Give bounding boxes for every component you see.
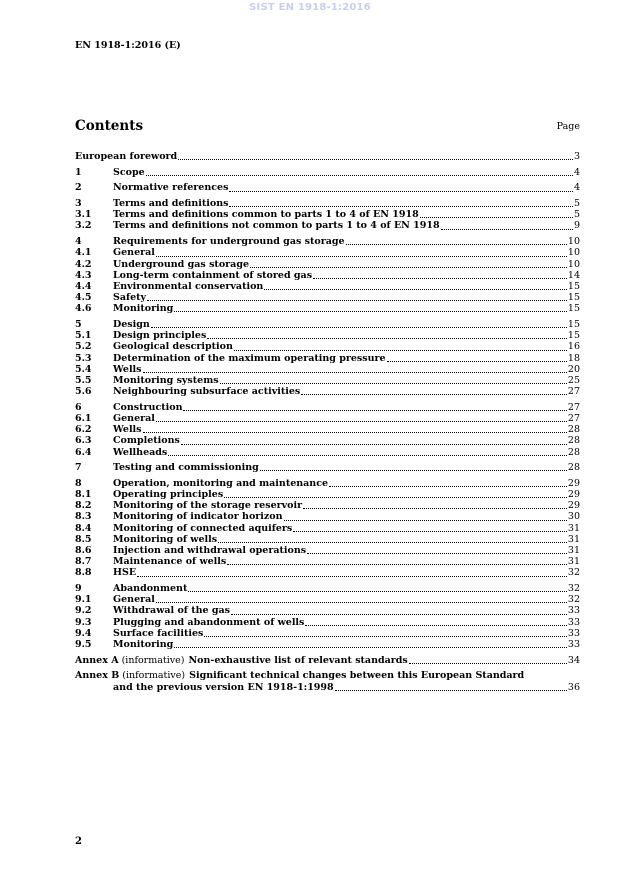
table-of-contents — [75, 151, 580, 693]
dot-leader — [346, 244, 567, 245]
toc-entry-page: 4 — [573, 182, 580, 194]
toc-entry[interactable] — [75, 151, 580, 162]
contents-heading: Contents — [75, 118, 144, 134]
annex-informative-tag: (informative) — [121, 654, 185, 666]
toc-entry[interactable] — [75, 583, 580, 594]
toc-entry-page: 33 — [567, 627, 580, 639]
toc-entry-number: 5.1 — [75, 330, 92, 342]
toc-entry-number: 5.2 — [75, 341, 92, 353]
dot-leader — [250, 267, 567, 268]
toc-entry-number: 9.1 — [75, 594, 92, 606]
toc-entry[interactable] — [75, 220, 580, 231]
toc-entry-number: 9.5 — [75, 639, 92, 650]
toc-entry-number: 4.6 — [75, 303, 92, 315]
toc-entry[interactable] — [75, 303, 580, 314]
toc-entry-page: 15 — [567, 303, 580, 315]
dot-leader — [307, 553, 567, 554]
toc-entry-title: Monitoring of wells — [113, 533, 218, 545]
toc-entry-number: 3 — [75, 198, 82, 210]
dot-leader — [156, 256, 567, 257]
toc-entry-title: Wellheads — [113, 446, 168, 458]
dot-leader — [313, 278, 567, 279]
toc-entry-title: European foreword — [75, 151, 178, 162]
toc-entry-title: Monitoring of connected aquifers — [113, 522, 293, 534]
toc-entry-number: 6.1 — [75, 412, 92, 424]
toc-entry-number: 5.6 — [75, 386, 92, 398]
toc-entry-title: Operating principles — [113, 489, 224, 501]
dot-leader — [229, 206, 573, 207]
toc-entry[interactable] — [75, 534, 580, 545]
toc-entry-number: 8.7 — [75, 556, 92, 568]
dot-leader — [231, 614, 567, 615]
dot-leader — [409, 663, 567, 664]
toc-entry-number: 6.3 — [75, 435, 92, 447]
toc-entry-title: Monitoring of the storage reservoir — [113, 500, 303, 512]
toc-entry[interactable] — [75, 247, 580, 258]
toc-entry-title: Normative references — [113, 182, 229, 194]
toc-entry-title: General — [113, 247, 155, 259]
dot-leader — [234, 350, 567, 351]
toc-entry[interactable] — [75, 330, 580, 341]
toc-entry-page: 33 — [567, 605, 580, 617]
page-column-label: Page — [556, 121, 580, 132]
toc-entry-number: 4.1 — [75, 247, 92, 259]
toc-entry-number: 9.3 — [75, 616, 92, 628]
toc-entry-page: 16 — [567, 341, 580, 353]
toc-entry-number: 6.2 — [75, 424, 92, 436]
dot-leader — [260, 470, 567, 471]
toc-entry-title: General — [113, 412, 155, 424]
toc-entry-number: 9.4 — [75, 627, 92, 639]
toc-entry[interactable] — [75, 511, 580, 522]
toc-entry-title: Design principles — [113, 330, 207, 342]
toc-entry-page: 32 — [567, 567, 580, 579]
toc-entry[interactable] — [75, 167, 580, 178]
toc-entry[interactable] — [75, 424, 580, 435]
toc-entry-title: Underground gas storage — [113, 258, 250, 270]
document-id: EN 1918-1:2016 (E) — [75, 40, 181, 51]
toc-entry-page: 28 — [567, 435, 580, 447]
toc-entry[interactable] — [75, 447, 580, 458]
toc-entry-title: Geological description — [113, 341, 233, 353]
toc-entry-title: Environmental conservation — [113, 280, 264, 292]
annex-page: 34 — [567, 654, 580, 666]
toc-entry-page: 32 — [567, 583, 580, 595]
toc-entry[interactable] — [75, 270, 580, 281]
dot-leader — [207, 338, 567, 339]
toc-entry-title: Monitoring — [113, 303, 174, 315]
toc-entry[interactable] — [75, 462, 580, 473]
dot-leader — [178, 159, 573, 160]
dot-leader — [151, 327, 567, 328]
toc-entry[interactable] — [75, 182, 580, 193]
toc-entry[interactable] — [75, 292, 580, 303]
dot-leader — [335, 690, 567, 691]
dot-leader — [204, 636, 567, 637]
toc-entry-title: Scope — [113, 166, 145, 178]
toc-entry-page: 10 — [567, 236, 580, 248]
toc-entry-number: 5 — [75, 318, 82, 330]
toc-entry[interactable] — [75, 435, 580, 446]
toc-entry-page: 27 — [567, 386, 580, 398]
toc-entry[interactable] — [75, 319, 580, 330]
dot-leader — [183, 410, 566, 411]
toc-entry[interactable] — [75, 402, 580, 413]
dot-leader — [143, 432, 567, 433]
toc-entry-number: 6 — [75, 401, 82, 413]
toc-entry-page: 5 — [573, 198, 580, 210]
toc-entry-number: 5.5 — [75, 374, 92, 386]
toc-entry[interactable] — [75, 198, 580, 209]
dot-leader — [224, 497, 567, 498]
toc-entry-number: 8.1 — [75, 489, 92, 501]
toc-entry-title: Operation, monitoring and maintenance — [113, 477, 329, 489]
toc-entry-page: 9 — [573, 220, 580, 232]
toc-entry[interactable] — [75, 594, 580, 605]
toc-entry-number: 4.4 — [75, 280, 92, 292]
toc-entry-title: Wells — [113, 424, 142, 436]
toc-entry-number: 6.4 — [75, 446, 92, 458]
toc-entry-page: 29 — [567, 477, 580, 489]
toc-entry-title: Wells — [113, 363, 142, 375]
dot-leader — [188, 591, 567, 592]
toc-entry-title: General — [113, 594, 155, 606]
dot-leader — [168, 455, 567, 456]
toc-entry[interactable] — [75, 617, 580, 628]
toc-entry-page: 28 — [567, 424, 580, 436]
toc-entry-title: Long-term containment of stored gas — [113, 269, 313, 281]
toc-entry-page: 33 — [567, 639, 580, 650]
dot-leader — [174, 311, 567, 312]
dot-leader — [301, 394, 567, 395]
toc-entry[interactable] — [75, 523, 580, 534]
dot-leader — [303, 508, 567, 509]
annex-page: 36 — [567, 681, 580, 693]
dot-leader — [264, 289, 567, 290]
toc-entry-title: Determination of the maximum operating pressure — [113, 352, 386, 364]
toc-entry-title: Monitoring — [113, 639, 174, 650]
toc-entry-page: 15 — [567, 280, 580, 292]
toc-entry-page: 10 — [567, 247, 580, 259]
toc-entry-title: Injection and withdrawal operations — [113, 545, 307, 556]
toc-entry-number: 8.3 — [75, 511, 92, 523]
toc-entry-title: Requirements for underground gas storage — [113, 236, 345, 248]
dot-leader — [156, 602, 567, 603]
toc-entry-page: 15 — [567, 318, 580, 330]
toc-entry[interactable] — [75, 259, 580, 270]
toc-entry-number: 3.1 — [75, 209, 92, 221]
toc-entry-page: 27 — [567, 412, 580, 424]
toc-entry[interactable] — [75, 281, 580, 292]
toc-entry-title: Construction — [113, 401, 183, 413]
toc-entry-page: 33 — [567, 616, 580, 628]
toc-entry-title: Maintenance of wells — [113, 556, 227, 568]
toc-entry[interactable] — [75, 364, 580, 375]
toc-entry[interactable] — [75, 605, 580, 616]
dot-leader — [441, 229, 573, 230]
toc-entry-page: 31 — [567, 533, 580, 545]
toc-entry-page: 31 — [567, 556, 580, 568]
toc-entry-number: 4.2 — [75, 258, 92, 270]
toc-entry-page: 15 — [567, 292, 580, 304]
dot-leader — [156, 421, 567, 422]
toc-entry-number: 8 — [75, 477, 82, 489]
dot-leader — [420, 217, 573, 218]
toc-entry-page: 32 — [567, 594, 580, 606]
toc-entry[interactable] — [75, 545, 580, 556]
toc-entry[interactable] — [75, 489, 580, 500]
dot-leader — [229, 191, 573, 192]
toc-entry-title: HSE — [113, 567, 137, 579]
toc-entry-title: Design — [113, 318, 150, 330]
toc-entry-number: 9 — [75, 583, 82, 595]
toc-entry[interactable] — [75, 478, 580, 489]
annex-title: Significant technical changes between this European Standard — [189, 670, 525, 682]
annex-title: Non-exhaustive list of relevant standards — [188, 654, 408, 666]
toc-entry-title: Terms and definitions common to parts 1 to 4 of EN 1918 — [113, 209, 419, 221]
toc-entry-page: 29 — [567, 500, 580, 512]
toc-entry-number: 8.6 — [75, 545, 92, 556]
toc-entry[interactable] — [75, 375, 580, 386]
toc-entry-title: Monitoring of indicator horizon — [113, 511, 283, 523]
toc-entry[interactable] — [75, 341, 580, 352]
toc-entry-page: 18 — [567, 352, 580, 364]
watermark: SIST EN 1918-1:2016 — [249, 2, 371, 13]
toc-entry-page: 5 — [573, 209, 580, 221]
toc-entry-number: 7 — [75, 462, 82, 474]
dot-leader — [284, 520, 567, 521]
toc-entry-page: 29 — [567, 489, 580, 501]
dot-leader — [329, 486, 567, 487]
toc-entry-page: 3 — [573, 151, 580, 162]
dot-leader — [181, 444, 567, 445]
toc-entry[interactable] — [75, 386, 580, 397]
toc-entry-number: 5.3 — [75, 352, 92, 364]
toc-entry[interactable] — [75, 209, 580, 220]
toc-entry-title: Abandonment — [113, 583, 188, 595]
dot-leader — [174, 647, 567, 648]
dot-leader — [293, 531, 567, 532]
toc-entry-number: 8.2 — [75, 500, 92, 512]
toc-entry-title: Surface facilities — [113, 627, 204, 639]
toc-entry[interactable] — [75, 628, 580, 639]
toc-annex-entry[interactable] — [75, 655, 580, 666]
dot-leader — [387, 361, 567, 362]
toc-annex-continuation — [75, 682, 580, 693]
toc-annex-entry[interactable] — [75, 670, 580, 681]
toc-entry-title: Withdrawal of the gas — [113, 605, 230, 617]
annex-label: Annex B — [75, 670, 120, 682]
toc-entry-title: Terms and definitions not common to parts 1 to 4 of EN 1918 — [113, 220, 440, 232]
toc-entry[interactable] — [75, 567, 580, 578]
toc-entry-number: 8.8 — [75, 567, 92, 579]
dot-leader — [147, 300, 567, 301]
toc-entry-page: 25 — [567, 374, 580, 386]
toc-entry-title: Safety — [113, 292, 147, 304]
dot-leader — [227, 564, 567, 565]
dot-leader — [305, 625, 567, 626]
toc-entry-page: 30 — [567, 511, 580, 523]
toc-entry-number: 8.5 — [75, 533, 92, 545]
toc-entry-title: Neighbouring subsurface activities — [113, 386, 301, 398]
annex-informative-tag: (informative) — [122, 670, 186, 682]
toc-entry-title: Testing and commissioning — [113, 462, 259, 474]
toc-entry[interactable] — [75, 556, 580, 567]
toc-entry-page: 31 — [567, 545, 580, 556]
toc-entry[interactable] — [75, 413, 580, 424]
toc-entry-number: 5.4 — [75, 363, 92, 375]
toc-entry-number: 2 — [75, 182, 82, 194]
toc-entry-number: 1 — [75, 166, 82, 178]
dot-leader — [137, 576, 567, 577]
toc-entry-page: 10 — [567, 258, 580, 270]
toc-entry-page: 27 — [567, 401, 580, 413]
toc-entry-page: 31 — [567, 522, 580, 534]
toc-entry-number: 3.2 — [75, 220, 92, 232]
dot-leader — [218, 542, 567, 543]
toc-entry-title: Completions — [113, 435, 180, 447]
toc-entry-title: Monitoring systems — [113, 374, 219, 386]
dot-leader — [143, 372, 567, 373]
toc-entry-page: 4 — [573, 166, 580, 178]
toc-entry[interactable] — [75, 500, 580, 511]
toc-entry-number: 4.3 — [75, 269, 92, 281]
toc-entry-number: 4.5 — [75, 292, 92, 304]
toc-entry-page: 20 — [567, 363, 580, 375]
toc-entry-title: Terms and definitions — [113, 198, 229, 210]
toc-entry-title: Plugging and abandonment of wells — [113, 616, 305, 628]
toc-entry-number: 9.2 — [75, 605, 92, 617]
toc-entry-number: 4 — [75, 236, 82, 248]
toc-entry-number: 8.4 — [75, 522, 92, 534]
dot-leader — [146, 175, 573, 176]
toc-entry-page: 15 — [567, 330, 580, 342]
dot-leader — [220, 383, 567, 384]
annex-title-continuation: and the previous version EN 1918-1:1998 — [113, 681, 334, 693]
toc-entry[interactable] — [75, 236, 580, 247]
annex-label: Annex A — [75, 654, 119, 666]
page-number: 2 — [75, 836, 82, 847]
toc-entry-page: 14 — [567, 269, 580, 281]
toc-entry-page: 28 — [567, 462, 580, 474]
toc-entry-page: 28 — [567, 446, 580, 458]
toc-entry[interactable] — [75, 639, 580, 650]
toc-entry[interactable] — [75, 353, 580, 364]
